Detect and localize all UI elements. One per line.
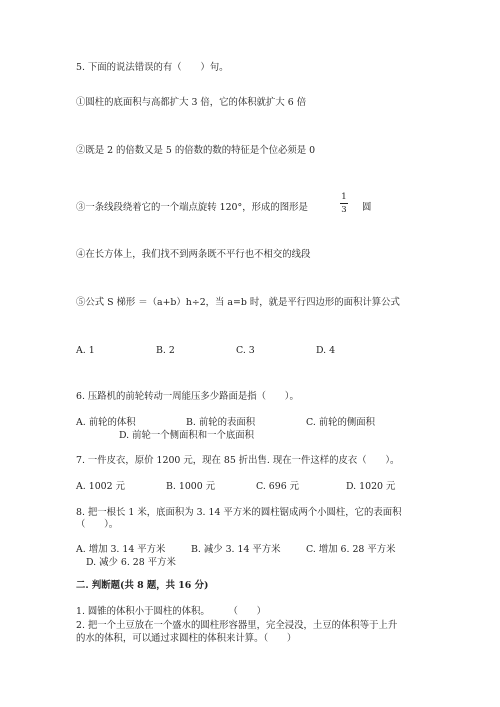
q7-stem: 7. 一件皮衣，原价 1200 元，现在 85 折出售. 现在一件这样的皮衣（ ）。: [76, 455, 400, 466]
q5-statement-1: ①圆柱的底面积与高都扩大 3 倍，它的体积就扩大 6 倍: [76, 97, 307, 108]
fraction-bar: [340, 203, 348, 204]
judgement-2-line-1: 2. 把一个土豆放在一个盛水的圆柱形容器里，完全浸没，土豆的体积等于上升: [76, 620, 398, 631]
q5-option-b: B. 2: [156, 345, 175, 356]
q8-option-c: C. 增加 6. 28 平方米: [306, 544, 396, 555]
section-heading: 二. 判断题(共 8 题，共 16 分): [76, 580, 209, 591]
q6-option-c: C. 前轮的侧面积: [306, 417, 376, 428]
q5-statement-4: ④在长方体上，我们找不到两条既不平行也不相交的线段: [76, 249, 311, 260]
q5-option-c: C. 3: [236, 345, 255, 356]
q7-option-d: D. 1020 元: [346, 481, 396, 492]
q8-option-a: A. 增加 3. 14 平方米: [76, 544, 166, 555]
q6-stem: 6. 压路机的前轮转动一周能压多少路面是指（ ）。: [76, 391, 299, 402]
q5-stem: 5. 下面的说法错误的有（ ）句。: [76, 62, 229, 73]
q7-option-c: C. 696 元: [256, 481, 300, 492]
q6-option-d: D. 前轮一个侧面积和一个底面积: [119, 430, 255, 441]
fraction-denominator: 3: [341, 205, 347, 215]
judgement-2-line-2: 的水的体积，可以通过求圆柱的体积来计算。（ ）: [76, 633, 297, 644]
q5-statement-2: ②既是 2 的倍数又是 5 的倍数的数的特征是个位必须是 0: [76, 145, 316, 156]
q6-option-a: A. 前轮的体积: [76, 417, 136, 428]
q8-stem-line-2: （ ）。: [76, 519, 119, 530]
q7-option-a: A. 1002 元: [76, 481, 125, 492]
q7-option-b: B. 1000 元: [166, 481, 216, 492]
q8-option-b: B. 减少 3. 14 平方米: [191, 544, 281, 555]
q5-statement-3-end: 圆: [362, 202, 372, 213]
q5-option-a: A. 1: [76, 345, 95, 356]
q6-option-b: B. 前轮的表面积: [186, 417, 256, 428]
q5-option-d: D. 4: [316, 345, 336, 356]
q5-statement-3: ③一条线段绕着它的一个端点旋转 120°，形成的图形是: [76, 202, 308, 213]
q8-option-d: D. 减少 6. 28 平方米: [86, 557, 176, 568]
judgement-1: 1. 圆锥的体积小于圆柱的体积。 （ ）: [76, 606, 267, 617]
q8-stem-line-1: 8. 把一根长 1 米，底面积为 3. 14 平方米的圆柱锯成两个小圆柱，它的表面积: [76, 507, 402, 518]
q5-statement-5: ⑤公式 S 梯形 ＝（a+b）h÷2，当 a=b 时，就是平行四边形的面积计算公式: [76, 297, 400, 308]
fraction-numerator: 1: [341, 192, 347, 202]
